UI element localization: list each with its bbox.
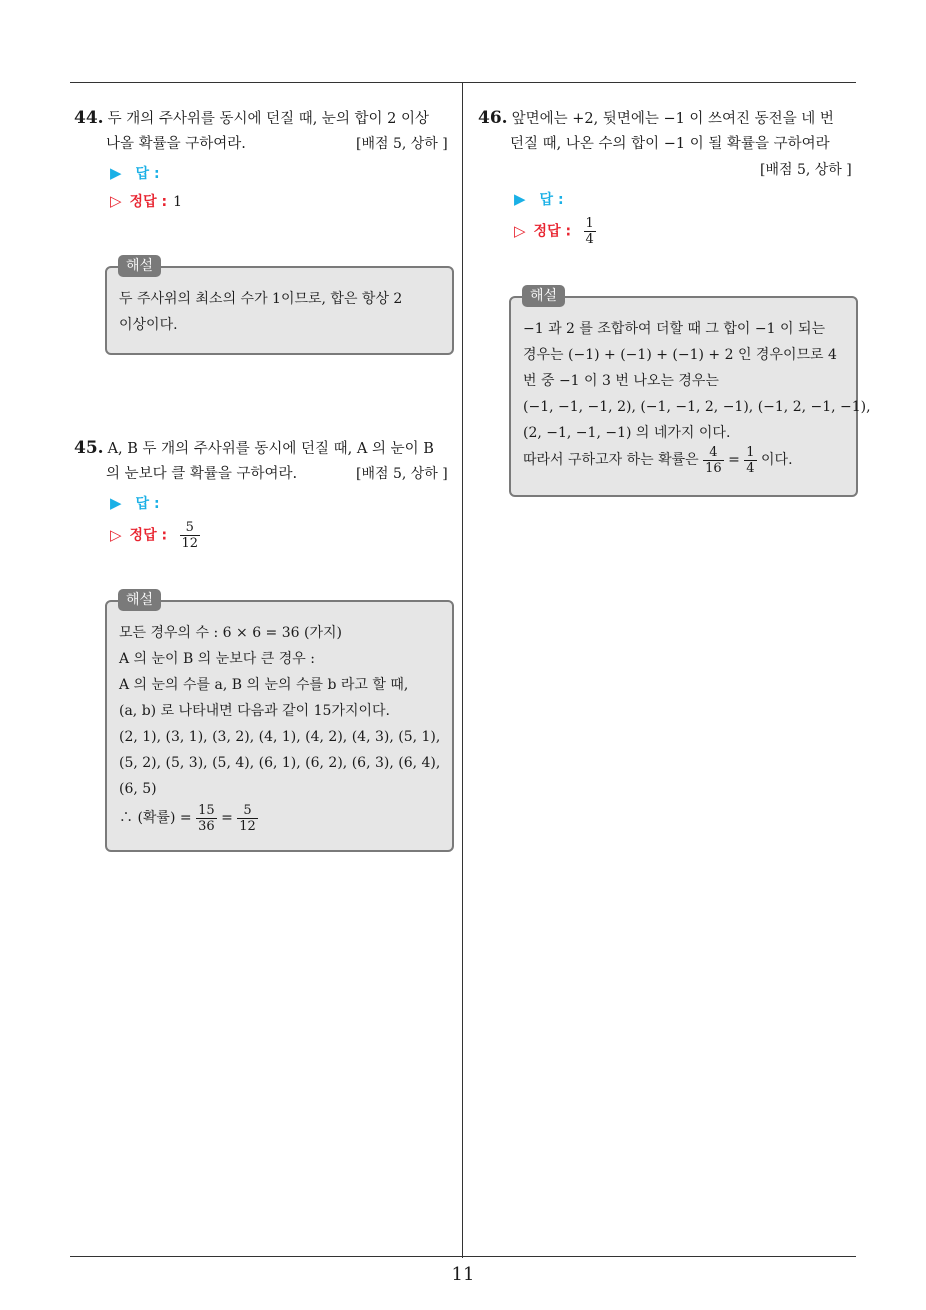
solution-line: (a, b) 로 나타내면 다음과 같이 15가지이다.: [119, 703, 390, 719]
correct-label: 정답 :: [533, 223, 572, 240]
open-triangle-icon: ▷: [110, 525, 122, 544]
play-triangle-icon: ▶: [110, 494, 122, 512]
open-triangle-icon: ▷: [110, 192, 122, 210]
fraction-denominator: 12: [239, 818, 256, 834]
problem-46-text-2: 던질 때, 나온 수의 합이 −1 이 될 확률을 구하여라: [510, 136, 830, 152]
fraction-denominator: 4: [585, 232, 594, 247]
solution-line: (2, 1), (3, 1), (3, 2), (4, 1), (4, 2), (4, 3), (5, 1),: [119, 729, 441, 745]
answer-label: 답 :: [539, 192, 564, 208]
fraction-denominator: 4: [746, 460, 755, 476]
final-suffix: 이다.: [761, 452, 793, 468]
solution-line: (2, −1, −1, −1) 의 네가지 이다.: [523, 425, 731, 441]
correct-label: 정답 :: [129, 194, 168, 210]
problem-46-number: 46.: [478, 108, 508, 128]
problem-44-text-1: 두 개의 주사위를 동시에 던질 때, 눈의 합이 2 이상: [107, 111, 430, 127]
final-fraction-2: [744, 445, 756, 476]
fraction-numerator: 1: [585, 216, 594, 231]
problem-45-line-1: [74, 436, 434, 461]
solution-line: A 의 눈의 수를 a, B 의 눈의 수를 b 라고 할 때,: [119, 677, 409, 693]
final-equals: =: [221, 810, 233, 826]
problem-45-correct-row: [110, 520, 200, 551]
final-fraction-2: [237, 803, 258, 834]
solution-line: 두 주사위의 최소의 수가 1이므로, 합은 항상 2: [119, 291, 403, 307]
problem-45-tag: [배점 5, 상하 ]: [356, 466, 448, 482]
problem-46-tag: [배점 5, 상하 ]: [760, 162, 852, 178]
solution-final-line: [523, 440, 793, 480]
answer-label: 답 :: [135, 166, 160, 182]
column-divider: [462, 82, 463, 1258]
fraction-numerator: 4: [703, 445, 724, 461]
solution-line: 이상이다.: [119, 317, 178, 333]
solution-final-line: [119, 798, 258, 838]
fraction-numerator: 1: [746, 444, 755, 460]
solution-tab-45: 해설: [118, 589, 161, 611]
problem-45-number: 45.: [74, 438, 104, 458]
top-rule: [70, 82, 856, 83]
fraction-denominator: 16: [705, 460, 722, 476]
page-number: 11: [451, 1264, 475, 1285]
correct-fraction: [584, 216, 596, 247]
final-prefix: ∴ (확률) =: [119, 810, 192, 826]
final-prefix: 따라서 구하고자 하는 확률은: [523, 452, 699, 468]
fraction-denominator: 12: [181, 536, 199, 551]
solution-line: (−1, −1, −1, 2), (−1, −1, 2, −1), (−1, 2, −1, −1),: [523, 399, 871, 415]
final-equals: =: [728, 452, 740, 468]
problem-44-line-1: [74, 106, 429, 131]
play-triangle-icon: ▶: [110, 164, 122, 182]
solution-box-44: [105, 266, 454, 355]
correct-value: 1: [173, 194, 182, 210]
play-triangle-icon: ▶: [514, 190, 526, 208]
problem-44-answer-row: [110, 162, 160, 185]
solution-line: 모든 경우의 수 : 6 × 6 = 36 (가지): [119, 625, 342, 641]
problem-45-answer-row: [110, 492, 160, 515]
open-triangle-icon: ▷: [514, 221, 526, 240]
problem-46-text-1: 앞면에는 +2, 뒷면에는 −1 이 쓰여진 동전을 네 번: [511, 111, 834, 127]
fraction-denominator: 36: [198, 818, 215, 834]
solution-box-46: [509, 296, 871, 497]
correct-label: 정답 :: [129, 527, 168, 544]
fraction-numerator: 15: [198, 802, 215, 818]
fraction-numerator: 5: [180, 520, 201, 536]
problem-44-text-2: 나올 확률을 구하여라.: [106, 136, 246, 152]
answer-label: 답 :: [135, 496, 160, 512]
solution-line: −1 과 2 를 조합하여 더할 때 그 합이 −1 이 되는: [523, 321, 825, 337]
problem-44-number: 44.: [74, 108, 104, 128]
problem-46-answer-row: [514, 188, 564, 211]
problem-45-text-1: A, B 두 개의 주사위를 동시에 던질 때, A 의 눈이 B: [107, 441, 434, 457]
correct-fraction: [180, 520, 201, 551]
solution-line: 경우는 (−1) + (−1) + (−1) + 2 인 경우이므로 4: [523, 347, 837, 363]
solution-tab-46: 해설: [522, 285, 565, 307]
problem-44-tag: [배점 5, 상하 ]: [356, 136, 448, 152]
problem-44-correct-row: [110, 190, 182, 213]
solution-line: 번 중 −1 이 3 번 나오는 경우는: [523, 373, 719, 389]
problem-46-correct-row: [514, 216, 596, 247]
final-fraction-1: [196, 803, 217, 834]
final-fraction-1: [703, 445, 724, 476]
solution-tab-44: 해설: [118, 255, 161, 277]
solution-line: (5, 2), (5, 3), (5, 4), (6, 1), (6, 2), (6, 3), (6, 4),: [119, 755, 441, 771]
bottom-rule: [70, 1256, 856, 1257]
solution-box-45: [105, 600, 454, 852]
problem-46-line-1: [478, 106, 834, 131]
solution-line: A 의 눈이 B 의 눈보다 큰 경우 :: [119, 651, 315, 667]
solution-line: (6, 5): [119, 781, 157, 797]
problem-45-text-2: 의 눈보다 클 확률을 구하여라.: [106, 466, 298, 482]
fraction-numerator: 5: [237, 803, 258, 819]
